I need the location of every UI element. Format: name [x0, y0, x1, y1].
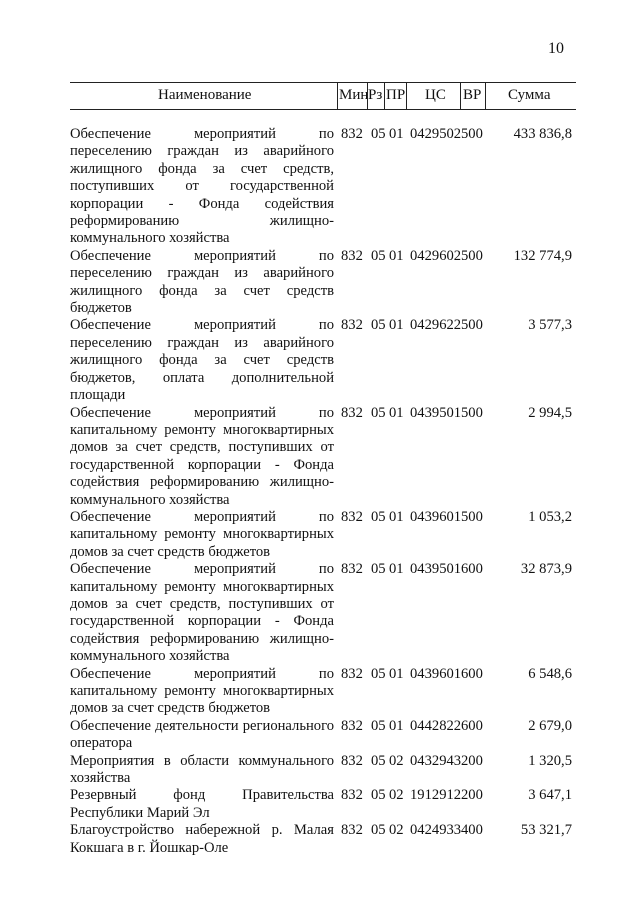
- row-pr: 01: [389, 404, 404, 421]
- header-cs: ЦС: [425, 87, 446, 103]
- row-pr: 02: [389, 822, 404, 839]
- row-sum: 1 320,5: [528, 752, 572, 769]
- row-name: Обеспечение мероприятий по капитальному ремонту многоквартирных домов за счет средств бюджетов: [70, 508, 334, 560]
- header-divider: [485, 83, 486, 109]
- row-vr: 500: [461, 247, 483, 264]
- page-number: 10: [548, 40, 564, 57]
- row-name: Благоустройство набережной р. Малая Кокшага в г. Йошкар-Оле: [70, 822, 334, 856]
- row-cs: 0439601: [410, 508, 462, 525]
- row-min: 832: [341, 317, 363, 334]
- row-name: Обеспечение мероприятий по капитальному ремонту многоквартирных домов за счет средств бюджетов: [70, 665, 334, 717]
- row-vr: 600: [461, 665, 483, 682]
- table-row: [70, 126, 576, 248]
- row-cs: 0429502: [410, 126, 462, 142]
- row-sum: 3 577,3: [528, 317, 572, 334]
- header-name: Наименование: [158, 87, 252, 103]
- budget-table: [70, 82, 576, 857]
- row-cs: 1912912: [410, 787, 462, 804]
- row-sum: 132 774,9: [513, 247, 572, 264]
- header-rz: Рз: [368, 87, 383, 103]
- table-row: [70, 509, 576, 561]
- table-row: [70, 666, 576, 718]
- table-row: [70, 753, 576, 788]
- row-rz: 05: [371, 561, 386, 578]
- row-min: 832: [341, 126, 363, 142]
- row-vr: 600: [461, 561, 483, 578]
- row-vr: 500: [461, 126, 483, 142]
- row-name: Обеспечение деятельности регионального оператора: [70, 717, 334, 752]
- row-sum: 433 836,8: [513, 126, 572, 142]
- row-name: Обеспечение мероприятий по переселению граждан из аварийного жилищного фонда за счет средств бюджетов: [70, 247, 334, 317]
- header-vr: ВР: [463, 87, 482, 103]
- table-row: [70, 822, 576, 857]
- row-pr: 01: [389, 561, 404, 578]
- table-row: [70, 317, 576, 404]
- row-vr: 200: [461, 787, 483, 804]
- row-sum: 53 321,7: [520, 822, 572, 839]
- row-pr: 01: [389, 508, 404, 525]
- row-vr: 400: [461, 822, 483, 839]
- table-body: [70, 126, 576, 857]
- row-vr: 500: [461, 508, 483, 525]
- row-min: 832: [341, 247, 363, 264]
- row-cs: 0439501: [410, 561, 462, 578]
- row-rz: 05: [371, 717, 386, 734]
- row-vr: 200: [461, 752, 483, 769]
- row-pr: 01: [389, 665, 404, 682]
- row-cs: 0424933: [410, 822, 462, 839]
- row-vr: 500: [461, 317, 483, 334]
- row-rz: 05: [371, 752, 386, 769]
- row-pr: 01: [389, 317, 404, 334]
- row-min: 832: [341, 508, 363, 525]
- row-cs: 0429622: [410, 317, 462, 334]
- row-min: 832: [341, 822, 363, 839]
- table-row: [70, 248, 576, 318]
- row-name: Обеспечение мероприятий по переселению граждан из аварийного жилищного фонда за счет средств, поступивших от государственной корпорации - Фонда содействия реформированию жилищно-коммунального хозяйства: [70, 126, 334, 247]
- row-min: 832: [341, 561, 363, 578]
- table-row: [70, 405, 576, 509]
- header-min: Мин: [339, 87, 369, 103]
- row-cs: 0439501: [410, 404, 462, 421]
- row-rz: 05: [371, 665, 386, 682]
- row-pr: 01: [389, 717, 404, 734]
- row-name: Резервный фонд Правительства Республики Марий Эл: [70, 787, 334, 821]
- row-sum: 1 053,2: [528, 508, 572, 525]
- row-name: Обеспечение мероприятий по капитальному ремонту многоквартирных домов за счет средств, поступивших от государственной корпорации - Фонда содействия реформированию жилищно-коммунального хозяйства: [70, 561, 334, 665]
- header-divider: [384, 83, 385, 109]
- header-pr: ПР: [386, 87, 406, 103]
- row-sum: 32 873,9: [520, 561, 572, 578]
- row-name: Обеспечение мероприятий по переселению граждан из аварийного жилищного фонда за счет средств бюджетов, оплата дополнительной площади: [70, 317, 334, 404]
- row-rz: 05: [371, 404, 386, 421]
- table-row: [70, 787, 576, 822]
- row-rz: 05: [371, 247, 386, 264]
- row-sum: 3 647,1: [528, 787, 572, 804]
- table-row: [70, 561, 576, 665]
- table-header: [70, 82, 576, 110]
- row-min: 832: [341, 717, 363, 734]
- row-cs: 0432943: [410, 752, 462, 769]
- row-rz: 05: [371, 822, 386, 839]
- row-name: Обеспечение мероприятий по капитальному ремонту многоквартирных домов за счет средств, поступивших от государственной корпорации - Фонда содействия реформированию жилищно-коммунального хозяйства: [70, 404, 334, 508]
- row-pr: 02: [389, 752, 404, 769]
- row-cs: 0429602: [410, 247, 462, 264]
- row-pr: 02: [389, 787, 404, 804]
- row-pr: 01: [389, 247, 404, 264]
- row-vr: 500: [461, 404, 483, 421]
- row-rz: 05: [371, 317, 386, 334]
- row-sum: 2 994,5: [528, 404, 572, 421]
- header-divider: [406, 83, 407, 109]
- row-name: Мероприятия в области коммунального хозяйства: [70, 752, 334, 787]
- row-rz: 05: [371, 508, 386, 525]
- row-cs: 0439601: [410, 665, 462, 682]
- row-min: 832: [341, 752, 363, 769]
- header-divider: [460, 83, 461, 109]
- table-row: [70, 718, 576, 753]
- row-sum: 6 548,6: [528, 665, 572, 682]
- row-cs: 0442822: [410, 717, 462, 734]
- row-rz: 05: [371, 787, 386, 804]
- header-sum: Сумма: [508, 87, 551, 103]
- row-rz: 05: [371, 126, 386, 142]
- row-min: 832: [341, 787, 363, 804]
- row-sum: 2 679,0: [528, 717, 572, 734]
- row-min: 832: [341, 665, 363, 682]
- row-pr: 01: [389, 126, 404, 142]
- row-vr: 600: [461, 717, 483, 734]
- row-min: 832: [341, 404, 363, 421]
- header-divider: [337, 83, 338, 109]
